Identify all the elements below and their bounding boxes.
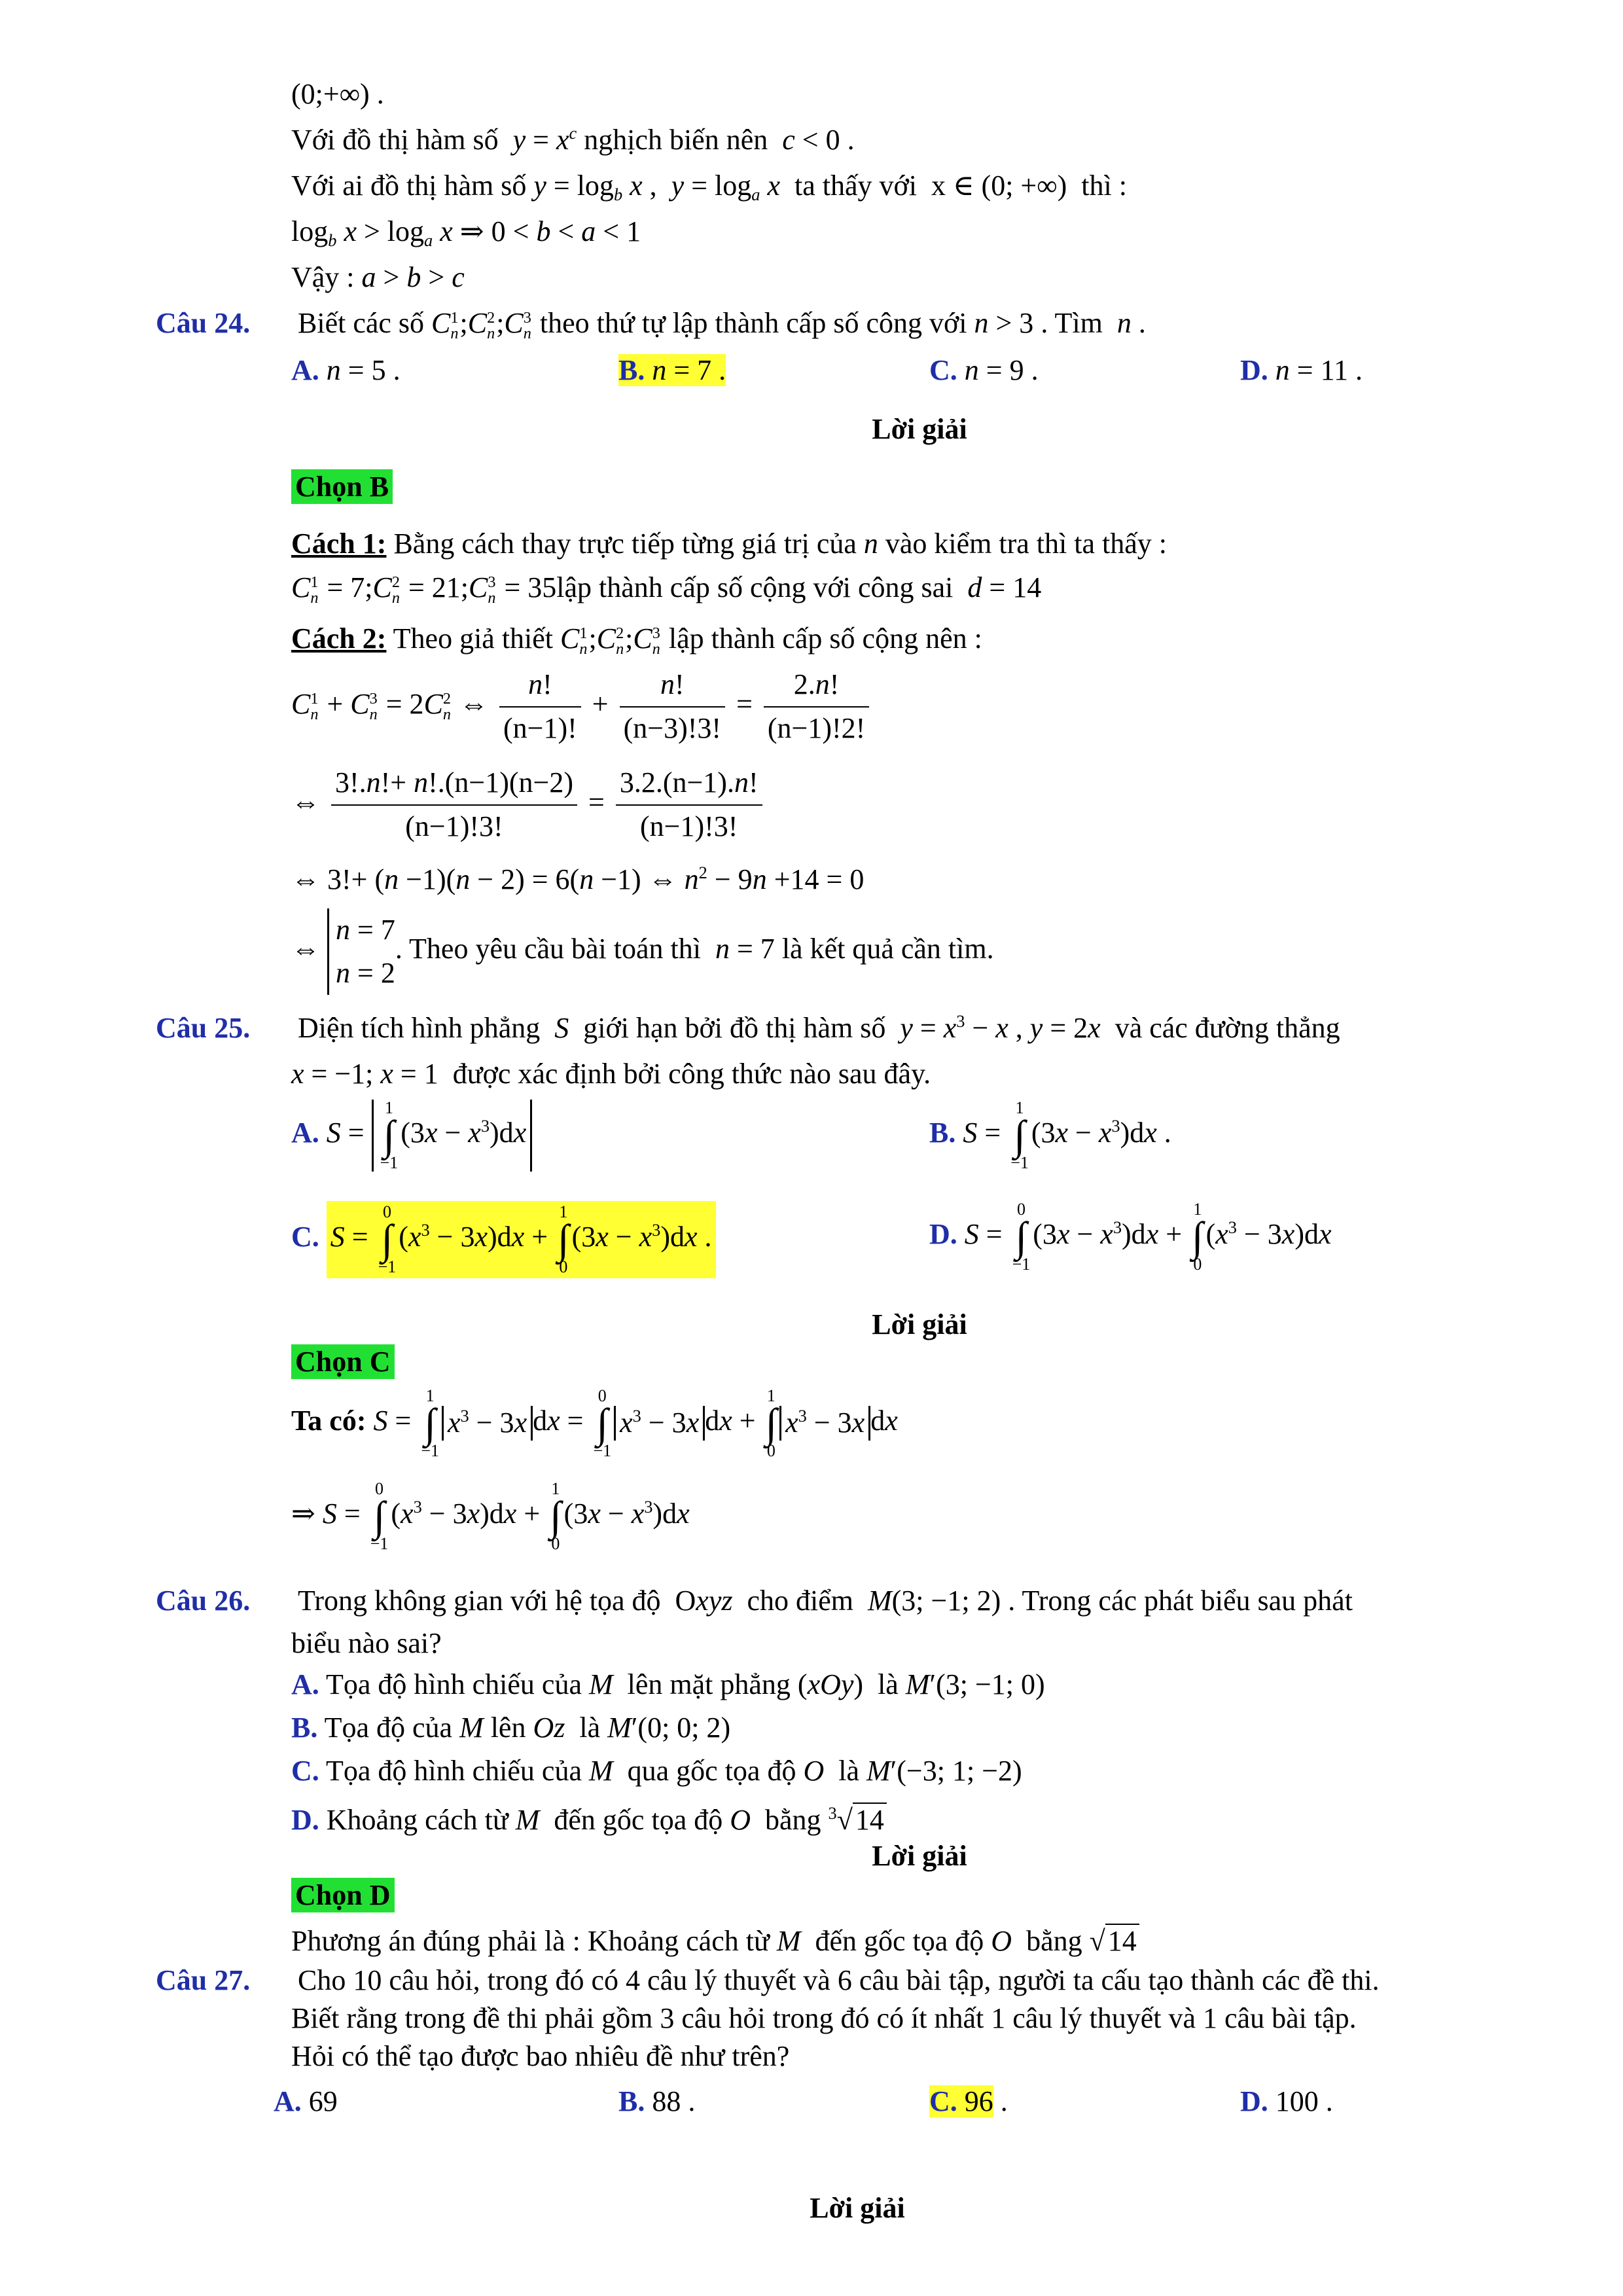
intro-text: ta thấy với <box>794 170 917 202</box>
q26-option-a[interactable]: A. Tọa độ hình chiếu của M lên mặt phẳng (xOy) là M′(3; −1; 0) <box>291 1668 1045 1700</box>
option-label: D. <box>291 1804 319 1836</box>
intro-text: Với ai đồ thị hàm số <box>291 170 527 202</box>
q27-solution-title: Lời giải <box>810 2192 905 2224</box>
q25-solution-2: ⇒ S = 0 ∫ −1 $(x^3 - 3x)dx$ + 1 ∫ 0 $(3x - x^3)dx$ <box>291 1479 690 1553</box>
question-27-line-1: Cho 10 câu hỏi, trong đó có 4 câu lý thuyết và 6 câu bài tập, người ta cấu tạo thành các đề thi. <box>298 1964 1380 1996</box>
option-label: A. <box>291 354 319 386</box>
q26-option-b[interactable]: B. Tọa độ của M lên Oz là M′(0; 0; 2) <box>291 1712 731 1744</box>
chon-badge: Chọn B <box>291 469 393 504</box>
intro-line-1 <box>291 77 384 112</box>
stem-text: Diện tích hình phẳng <box>298 1012 541 1044</box>
stem-text: Trong không gian với hệ tọa độ <box>298 1585 661 1617</box>
question-25-stem: Diện tích hình phẳng S giới hạn bởi đồ thị hàm số $y = x^3 - x$ , y = 2x và các đường thẳng <box>298 1011 1340 1044</box>
taco-label: Ta có: <box>291 1404 366 1437</box>
option-text: lên mặt phẳng <box>627 1668 791 1700</box>
option-text: Tọa độ hình chiếu của <box>326 1755 582 1787</box>
cach2-label: Cách 2: <box>291 622 387 655</box>
intro-line-2: Với đồ thị hàm số $y = x^c$ nghịch biến nên c < 0 . <box>291 123 855 156</box>
stem-text: được xác định bởi công thức nào sau đây. <box>452 1058 931 1090</box>
option-label: B. <box>291 1712 318 1744</box>
stem-text: cho điểm <box>747 1585 853 1617</box>
option-label: B. <box>929 1116 956 1149</box>
chon-badge: Chọn D <box>291 1878 395 1912</box>
option-text: Khoảng cách từ <box>326 1804 508 1836</box>
cach2-text: Theo giả thiết <box>393 622 554 655</box>
q27-option-b[interactable] <box>618 2085 695 2119</box>
cach2-text: lập thành cấp số cộng nên : <box>668 622 982 655</box>
q25-option-c[interactable]: C. S = 0 ∫ −1 $(x^3 - 3x)dx$ + 1 ∫ 0 $(3x - x^3)dx$ . <box>291 1201 716 1278</box>
q24-option-a[interactable]: A. n = 5 . <box>291 354 401 386</box>
q27-option-d[interactable] <box>1240 2085 1333 2119</box>
question-25-label: Câu 25. <box>156 1012 251 1044</box>
q25-chon <box>291 1345 395 1380</box>
q27-option-a[interactable] <box>274 2085 338 2119</box>
option-label: A. <box>291 1668 319 1700</box>
intro-text: Vậy : <box>291 261 355 293</box>
cach1-text: vào kiểm tra thì ta thấy : <box>885 528 1167 560</box>
option-value: 96 <box>964 2085 993 2117</box>
cach1-label: Cách 1: <box>291 528 387 560</box>
cach1-text: Bằng cách thay trực tiếp từng giá trị của <box>393 528 857 560</box>
cach1-text: lập thành cấp số cộng với công sai <box>556 571 954 603</box>
q24-option-c[interactable]: C. n = 9 . <box>929 354 1039 386</box>
answer-text: Phương án đúng phải là : Khoảng cách từ <box>291 1925 770 1957</box>
question-24-label: Câu 24. <box>156 307 251 339</box>
q24-eq-1: C 1 n + C 3 n = 2C 2 n ⇔ $\frac{n!}{(n-1)!}$ + $\frac{n!}{(n-3)!3!}$ = $\frac{2.n!}{(n-1)!2!}$ <box>291 668 873 746</box>
chon-badge: Chọn C <box>291 1344 395 1379</box>
q26-chon <box>291 1878 395 1913</box>
q24-cach2: Cách 2: Theo giả thiết C 1 n ;C 2 n ;C 3 n lập thành cấp số cộng nên : <box>291 622 982 658</box>
option-text: Tọa độ của <box>324 1712 453 1744</box>
stem-text: . Tìm <box>1041 307 1103 339</box>
option-label: D. <box>1240 354 1268 386</box>
intro-text: Với đồ thị hàm số <box>291 124 499 156</box>
q24-solution-title: Lời giải <box>872 413 967 445</box>
option-text: là <box>838 1755 859 1787</box>
intro-line-3: Với ai đồ thị hàm số $y = \log_b x$ , $y = \log_a x$ ta thấy với x ∈ (0; +∞) thì : <box>291 170 1127 204</box>
q24-eq-2: ⇔ $\frac{3!.n!+ n!.(n-1)(n-2)}{(n-1)!3!}$ = $\frac{3.2.(n-1).n!}{(n-1)!3!}$ <box>291 766 766 844</box>
option-label: D. <box>1240 2085 1268 2117</box>
option-text: đến gốc tọa độ <box>554 1804 723 1836</box>
q24-eq-3: ⇔ 3!+ (n −1)(n − 2) = 6(n −1) ⇔ $n^2 - 9n +14 = 0$ <box>291 863 865 895</box>
question-27-line-2: Biết rằng trong đề thi phải gồm 3 câu hỏi trong đó có ít nhất 1 câu lý thuyết và 1 câu bài tập. <box>291 2002 1357 2034</box>
question-26-stem-2: biểu nào sai? <box>291 1627 442 1659</box>
option-label: C. <box>929 354 957 386</box>
intro-line-5: Vậy : a > b > c <box>291 261 465 293</box>
option-text: là <box>579 1712 601 1744</box>
option-label: C. <box>291 1755 319 1787</box>
q25-option-a[interactable]: A. S = 1 ∫ −1 $(3x - x^3)dx$ <box>291 1100 532 1172</box>
question-27-label: Câu 27. <box>156 1964 251 1996</box>
q24-chon <box>291 470 393 505</box>
stem-text: và các đường thẳng <box>1115 1012 1340 1044</box>
option-text: Tọa độ hình chiếu của <box>326 1668 582 1700</box>
option-label: B. <box>618 2085 645 2117</box>
intro-text: (0;+∞) . <box>291 78 384 110</box>
option-label: A. <box>274 2085 302 2117</box>
final-text: . Theo yêu cầu bài toán thì <box>395 933 701 965</box>
q26-option-c[interactable]: C. Tọa độ hình chiếu của M qua gốc tọa độ O là M′(−3; 1; −2) <box>291 1755 1022 1787</box>
q26-solution-title: Lời giải <box>872 1840 967 1872</box>
q24-cach1: Cách 1: Bằng cách thay trực tiếp từng giá trị của n vào kiểm tra thì ta thấy : <box>291 528 1167 560</box>
question-26-label: Câu 26. <box>156 1585 251 1617</box>
q24-eq-4: ⇔ n = 7 n = 2. Theo yêu cầu bài toán thì n = 7 là kết quả cần tìm. <box>291 908 994 995</box>
option-label: D. <box>929 1217 957 1250</box>
q25-solution-title: Lời giải <box>872 1308 967 1340</box>
q24-option-d[interactable]: D. n = 11 . <box>1240 354 1363 386</box>
stem-text: theo thứ tự lập thành cấp số công với <box>539 307 967 339</box>
question-25-stem-2: x = −1; x = 1 được xác định bởi công thức nào sau đây. <box>291 1058 931 1090</box>
answer-text: đến gốc tọa độ <box>815 1925 984 1957</box>
stem-text: giới hạn bởi đồ thị hàm số <box>583 1012 886 1044</box>
intro-line-4: $\log_b x > \log_a x$ ⇒ 0 < b < a < 1 <box>291 215 641 250</box>
intro-text: nghịch biến nên <box>584 124 768 156</box>
answer-text: bằng <box>1026 1925 1082 1957</box>
stem-text: Biết các số <box>298 307 425 339</box>
q24-option-b[interactable]: B. n = 7 . <box>618 354 726 386</box>
q25-option-b[interactable]: B. S = 1 ∫ −1 $(3x - x^3)dx$ . <box>929 1098 1171 1172</box>
option-value: 88 . <box>652 2085 696 2117</box>
option-label: B. <box>618 354 645 386</box>
question-27-line-3: Hỏi có thể tạo được bao nhiêu đề như trên? <box>291 2040 790 2072</box>
option-label: C. <box>291 1220 319 1253</box>
intro-text: thì : <box>1081 170 1127 202</box>
question-24-stem: Biết các số C 1 n ;C 2 n ;C 3 n theo thứ tự lập thành cấp số công với n > 3 . Tìm n . <box>298 307 1146 342</box>
q25-solution-1: Ta có: S = 1 ∫ −1 $x^3 - 3x$ dx = 0 ∫ −1 $x^3 - 3x$ dx + 1 ∫ 0 $x^3 - 3x$ dx <box>291 1386 898 1460</box>
final-text: là kết quả cần tìm. <box>781 933 994 965</box>
q27-option-c[interactable]: C. 96 . <box>929 2085 1008 2117</box>
q26-answer: Phương án đúng phải là : Khoảng cách từ M đến gốc tọa độ O bằng √14 <box>291 1924 1139 1959</box>
q25-option-d[interactable]: D. S = 0 ∫ −1 $(3x - x^3)dx$ + 1 ∫ 0 $(x^3 - 3x)dx$ <box>929 1200 1332 1274</box>
q24-cach1-line2: C 1 n = 7;C 2 n = 21;C 3 n = 35lập thành cấp số cộng với công sai d = 14 <box>291 571 1042 607</box>
option-label: C. <box>929 2085 957 2117</box>
stem-text: . Trong các phát biểu sau phát <box>1008 1585 1353 1617</box>
option-value: 100 . <box>1275 2085 1333 2117</box>
option-text: qua gốc tọa độ <box>627 1755 796 1787</box>
option-text: bằng <box>765 1804 821 1836</box>
option-text: lên <box>490 1712 526 1744</box>
option-label: A. <box>291 1116 319 1149</box>
option-text: là <box>878 1668 899 1700</box>
question-26-stem: Trong không gian với hệ tọa độ Oxyz cho điểm M(3; −1; 2) . Trong các phát biểu sau phát <box>298 1585 1353 1617</box>
option-value: 69 <box>308 2085 338 2117</box>
q26-option-d[interactable]: D. Khoảng cách từ M đến gốc tọa độ O bằng $^3$√14 <box>291 1803 887 1838</box>
